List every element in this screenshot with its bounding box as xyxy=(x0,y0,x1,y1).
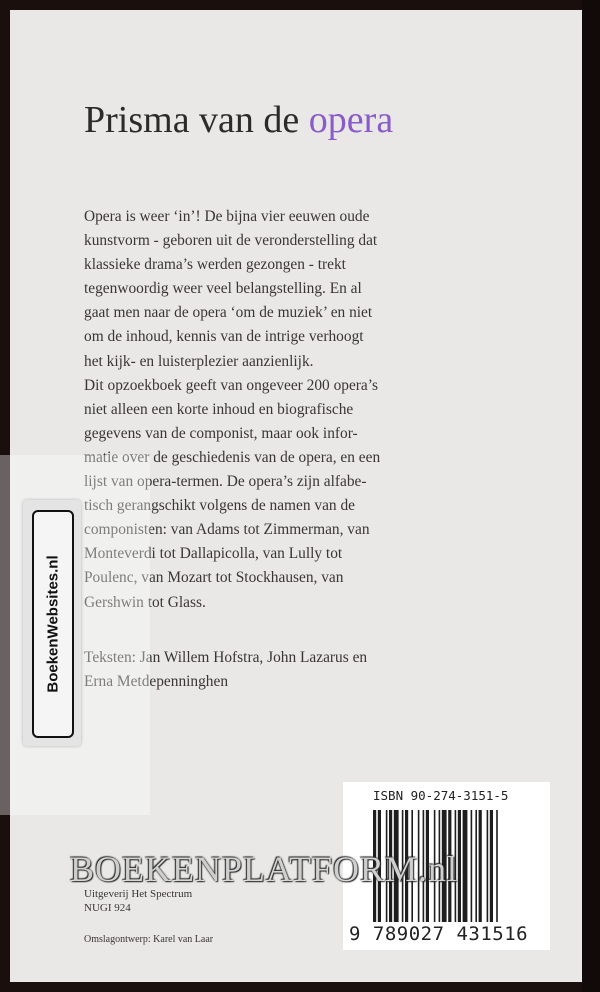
publisher-info xyxy=(84,887,192,915)
description-line: tisch gerangschikt volgens de namen van de xyxy=(84,497,355,515)
authors-line: Erna Metdepenninghen xyxy=(84,673,229,691)
description-line: Dit opzoekboek geeft van ongeveer 200 opera’s xyxy=(84,376,379,394)
watermark: BOEKENPLATFORM.nl xyxy=(70,849,459,889)
description-line: gegevens van de componist, maar ook infor- xyxy=(84,424,358,442)
title-accent: opera xyxy=(308,99,394,141)
description-line: matie over de geschiedenis van de opera, en een xyxy=(84,448,381,466)
description-line: Monteverdi tot Dallapicolla, van Lully tot xyxy=(84,545,343,563)
description-line: Gershwin tot Glass. xyxy=(84,593,206,611)
description-line: componisten: van Adams tot Zimmerman, van xyxy=(84,521,370,539)
description-line: kunstvorm - geboren uit de veronderstelling dat xyxy=(84,232,378,250)
barcode-bar xyxy=(490,810,493,922)
description-line: lijst van opera-termen. De opera’s zijn alfabe- xyxy=(84,473,367,491)
ean-number: 9 789027 431516 xyxy=(349,923,529,945)
publisher-name: Uitgeverij Het Spectrum xyxy=(84,888,193,900)
description-line: om de inhoud, kennis van de intrige verhoogt xyxy=(84,328,364,346)
description-line: Opera is weer ‘in’! De bijna vier eeuwen oude xyxy=(84,208,370,225)
description-line: Poulenc, van Mozart tot Stockhausen, van xyxy=(84,569,344,587)
barcode-bar xyxy=(496,810,498,922)
description-line: tegenwoordig weer veel belangstelling. En al xyxy=(84,280,362,298)
barcode-bar xyxy=(458,810,461,922)
isbn-number: ISBN 90-274-3151-5 xyxy=(373,788,509,803)
title-main: Prisma van de xyxy=(84,99,300,141)
shop-sticker xyxy=(23,500,81,746)
authors-line: Teksten: Jan Willem Hofstra, John Lazarus en xyxy=(84,649,368,666)
book-title xyxy=(84,98,393,142)
barcode-bar xyxy=(479,810,482,922)
scan-edge xyxy=(582,0,600,992)
barcode-bar xyxy=(487,810,489,922)
description-line: gaat men naar de opera ‘om de muziek’ en niet xyxy=(84,304,373,322)
sticker-label: BoekenWebsites.nl xyxy=(44,555,62,693)
sticker-frame xyxy=(32,510,74,738)
nugi-code: NUGI 924 xyxy=(84,902,131,914)
description-line: het kijk- en luisterplezier aanzienlijk. xyxy=(84,352,314,370)
description-line: klassieke drama’s werden gezongen - trekt xyxy=(84,256,346,274)
barcode-bar xyxy=(463,810,468,922)
cover-design-credit: Omslagontwerp: Karel van Laar xyxy=(84,934,214,945)
barcode-bar xyxy=(471,810,473,922)
description-line: niet alleen een korte inhoud en biografische xyxy=(84,400,354,418)
barcode-bar xyxy=(475,810,477,922)
